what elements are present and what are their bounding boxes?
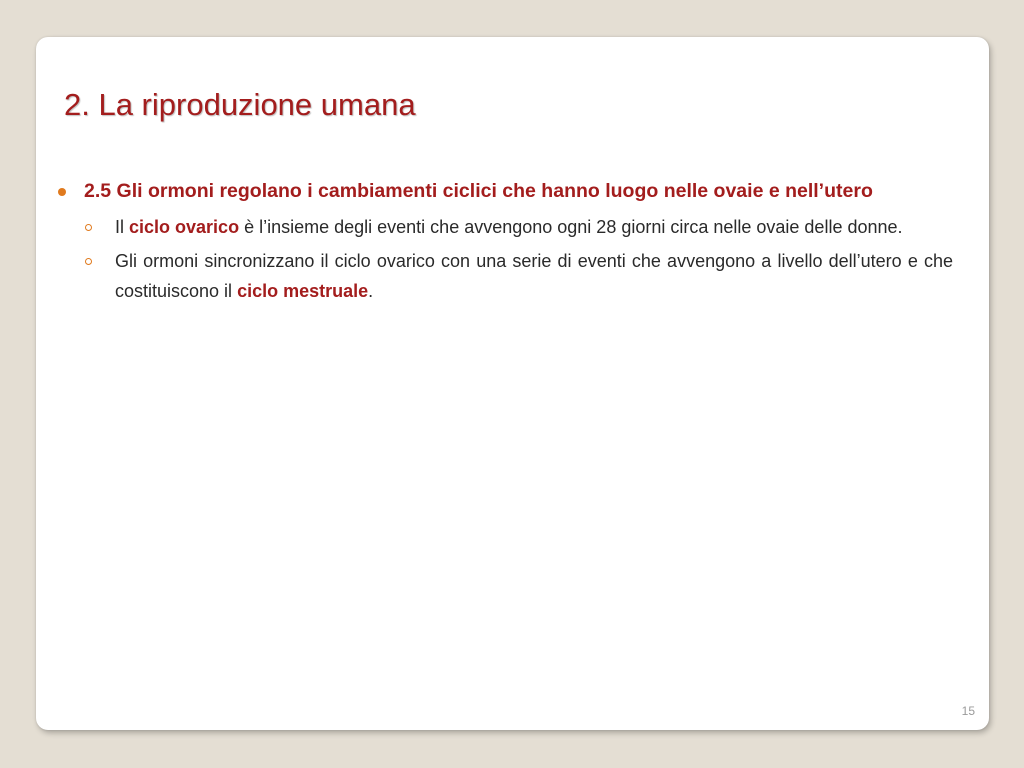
sub-bullet <box>58 212 953 243</box>
sub-bullet-highlight: ciclo mestruale <box>237 281 369 301</box>
sub-bullet-highlight: ciclo ovarico <box>129 217 240 237</box>
slide-number: 15 <box>961 704 975 718</box>
main-bullet <box>58 176 953 206</box>
sub-bullet-text-post: è l’insieme degli eventi che avvengono ogni 28 giorni circa nelle ovaie delle donne. <box>239 217 903 237</box>
sub-bullet <box>58 246 953 307</box>
main-bullet-text: 2.5 Gli ormoni regolano i cambiamenti ciclici che hanno luogo nelle ovaie e nell’utero <box>84 180 873 202</box>
bullet-ring-icon <box>85 224 92 231</box>
bullet-ring-icon <box>85 258 92 265</box>
slide-title: 2. La riproduzione umana <box>64 87 416 122</box>
bullet-dot-icon <box>58 188 66 196</box>
sub-bullet-text-pre: Il <box>115 217 130 237</box>
slide <box>36 37 989 730</box>
sub-bullet-list <box>58 212 953 307</box>
sub-bullet-text-pre: Gli ormoni sincronizzano il ciclo ovarico con una serie di eventi che avvengono a livello dell’utero e che costituiscono il <box>115 250 953 301</box>
slide-content <box>58 176 953 310</box>
sub-bullet-text-post: . <box>368 281 374 301</box>
